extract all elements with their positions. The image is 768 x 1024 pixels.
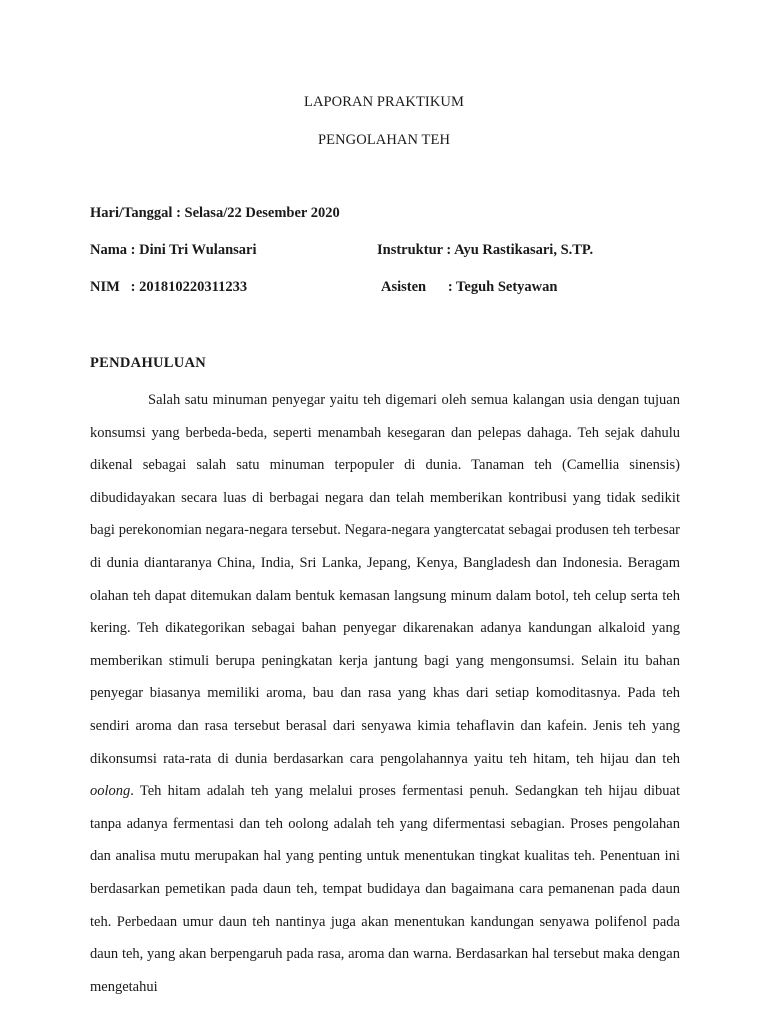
report-subtitle: PENGOLAHAN TEH: [317, 132, 451, 148]
report-title: LAPORAN PRAKTIKUM: [303, 94, 464, 110]
body-paragraph: [90, 384, 680, 1003]
meta-date: Hari/Tanggal : Selasa/22 Desember 2020: [90, 205, 340, 221]
paragraph-text-part2: . Teh hitam adalah teh yang melalui proses fermentasi penuh. Sedangkan teh hijau dibuat tanpa adanya fermentasi dan teh oolong adalah teh yang difermentasi sebagian. Proses pengolahan dan analisa mutu merupakan hal yang penting untuk menentukan tingkat kualitas teh. Penentuan ini berdasarkan pemetikan pada daun teh, tempat budidaya dan bagaimana cara pemanenan pada daun teh. Perbedaan umur daun teh nantinya juga akan menentukan kandungan senyawa polifenol pada daun teh, yang akan berpengaruh pada rasa, aroma dan warna. Berdasarkan hal tersebut maka dengan mengetahui: [90, 783, 680, 995]
section-heading: PENDAHULUAN: [90, 355, 207, 371]
meta-name: Nama : Dini Tri Wulansari: [90, 242, 257, 258]
meta-nim: NIM : 201810220311233: [90, 279, 248, 295]
paragraph-italic-term: oolong: [90, 783, 131, 800]
meta-instructor: Instruktur : Ayu Rastikasari, S.TP.: [377, 242, 594, 258]
meta-assistant: Asisten : Teguh Setyawan: [381, 279, 558, 295]
paragraph-text-part1: Salah satu minuman penyegar yaitu teh digemari oleh semua kalangan usia dengan tujuan konsumsi yang berbeda-beda, seperti menambah kesegaran dan pelepas dahaga. Teh sejak dahulu dikenal sebagai salah satu minuman terpopuler di dunia. Tanaman teh (Camellia sinensis) dibudidayakan secara luas di berbagai negara dan telah memberikan kontribusi yang tidak sedikit bagi perekonomian negara-negara tersebut. Negara-negara yangtercatat sebagai produsen teh terbesar di dunia diantaranya China, India, Sri Lanka, Jepang, Kenya, Bangladesh dan Indonesia. Beragam olahan teh dapat ditemukan dalam bentuk kemasan langsung minum dalam botol, teh celup serta teh kering. Teh dikategorikan sebagai bahan penyegar dikarenakan adanya kandungan alkaloid yang memberikan stimuli berupa peningkatan kerja jantung bagi yang mengonsumsi. Selain itu bahan penyegar biasanya memiliki aroma, bau dan rasa yang khas dari setiap komoditasnya. Pada teh sendiri aroma dan rasa tersebut berasal dari senyawa kimia tehaflavin dan kafein. Jenis teh yang dikonsumsi rata-rata di dunia berdasarkan cara pengolahannya yaitu teh hitam, teh hijau dan teh: [90, 392, 680, 767]
